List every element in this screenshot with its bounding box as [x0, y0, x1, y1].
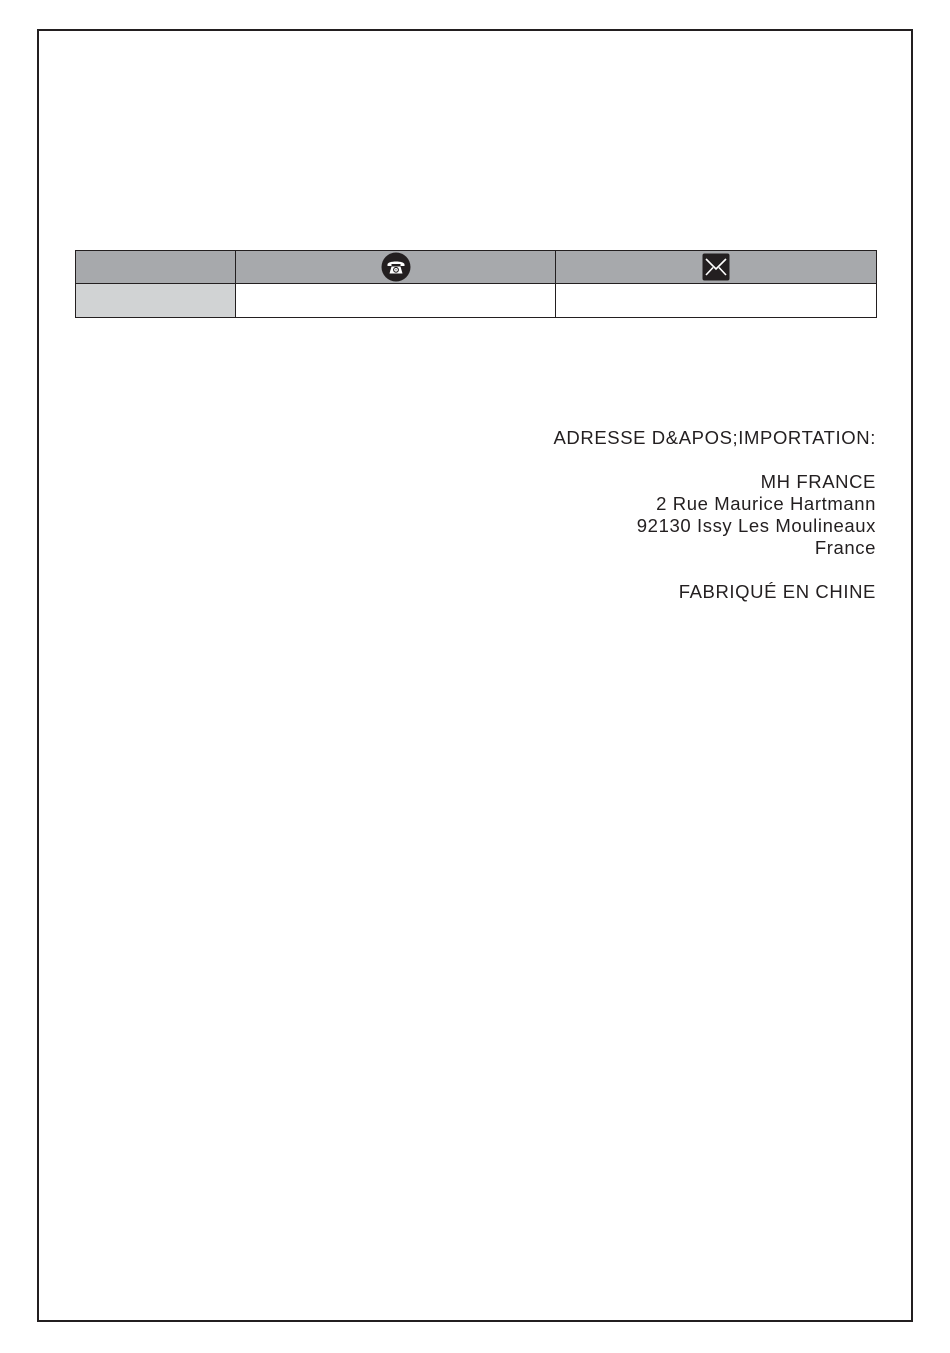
header-label-cell — [76, 251, 236, 284]
contact-table-header — [76, 251, 877, 284]
contact-table-row — [76, 284, 877, 318]
origin-label: FABRIQUÉ EN CHINE — [678, 581, 876, 602]
row-mail-cell — [556, 284, 877, 318]
importer-street: 2 Rue Maurice Hartmann — [656, 493, 876, 514]
contact-table — [75, 250, 877, 318]
telephone-icon — [381, 252, 411, 282]
page-frame — [37, 29, 913, 1322]
importer-heading: ADRESSE D&APOS;IMPORTATION: — [553, 427, 876, 448]
importer-country: France — [814, 537, 876, 558]
importer-company: MH FRANCE — [760, 471, 876, 492]
importer-city: 92130 Issy Les Moulineaux — [636, 515, 876, 536]
row-phone-cell — [236, 284, 556, 318]
row-label-cell — [76, 284, 236, 318]
envelope-icon — [702, 253, 730, 281]
header-mail-cell — [556, 251, 877, 284]
header-phone-cell — [236, 251, 556, 284]
importer-address-block — [553, 427, 876, 603]
